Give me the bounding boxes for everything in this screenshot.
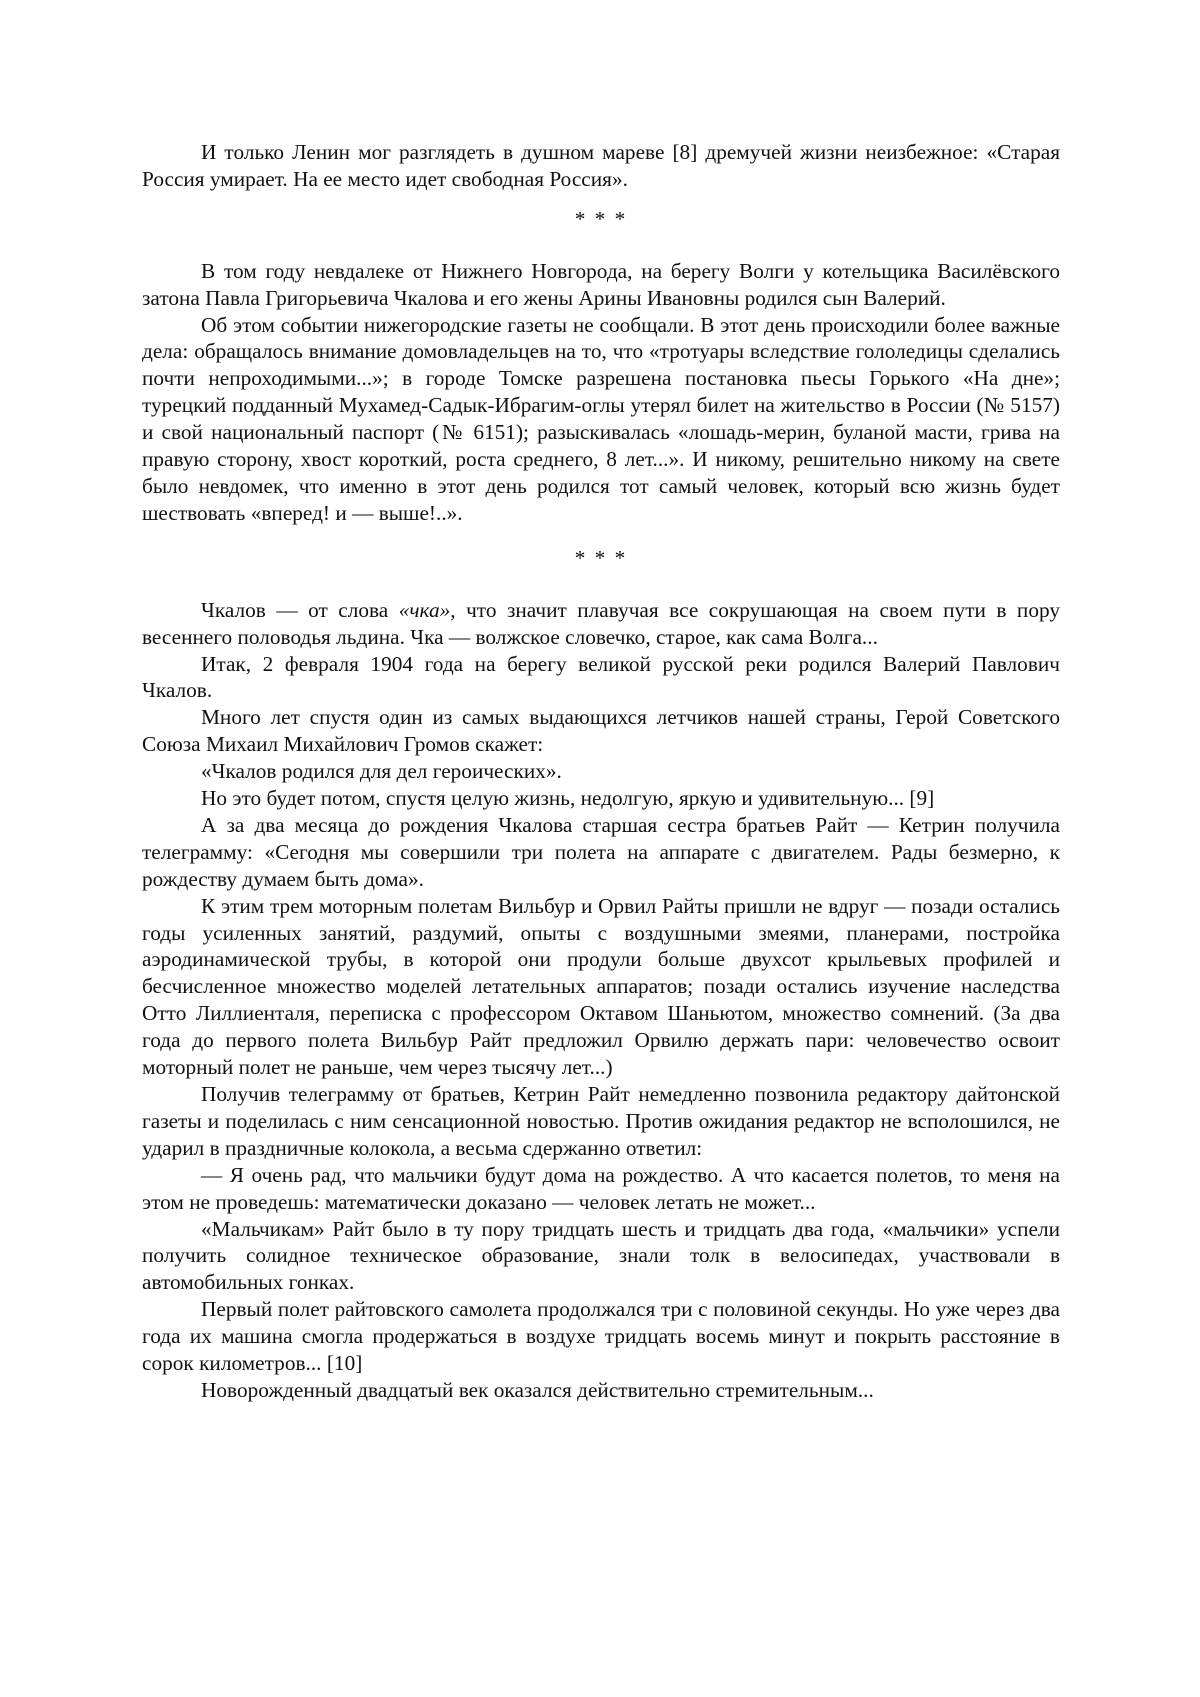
- emphasis-text: «чка»,: [398, 597, 456, 622]
- paragraph-newspapers: Об этом событии нижегородские газеты не сообщали. В этот день происходили более важные дела: обращалось внимание домовладельцев на то, что «тротуары вследствие гололедицы сделались почти непроходимыми...»; в городе Томске разрешена постановка пьесы Горького «На дне»; турецкий подданный Мухамед-Садык-Ибрагим-оглы утерял билет на жительство в России (№ 5157) и свой национальный паспорт (№ 6151); разыскивалась «лошадь-мерин, буланой масти, грива на правую сторону, хвост короткий, роста среднего, 8 лет...». И никому, решительно никому на свете было невдомек, что именно в этот день родился тот самый человек, который всю жизнь будет шествовать «вперед! и — выше!..».: [142, 312, 1060, 525]
- paragraph-later: Но это будет потом, спустя целую жизнь, недолгую, яркую и удивительную... [9]: [201, 786, 935, 811]
- paragraph-wright-flights: К этим трем моторным полетам Вильбур и Орвил Райты пришли не вдруг — позади остались годы усиленных занятий, раздумий, опыты с воздушными змеями, планерами, постройка аэродинамической трубы, в которой они продули больше двухсот крыльевых профилей и бесчисленное множество моделей летательных аппаратов; позади остались изучение наследства Отто Лиллиенталя, переписка с профессором Октавом Шаньютом, множество сомнений. (За два года до первого полета Вильбур Райт предложил Орвилю держать пари: человечество освоит моторный полет не раньше, чем через тысячу лет...): [142, 893, 1060, 1080]
- paragraph-boys: «Мальчикам» Райт было в ту пору тридцать шесть и тридцать два года, «мальчики» успели получить солидное техническое образование, знали толк в велосипедах, участвовали в автомобильных гонках.: [142, 1216, 1060, 1295]
- paragraph-quote: «Чкалов родился для дел героических».: [201, 759, 562, 784]
- text-run: Чкалов — от слова: [201, 597, 399, 622]
- section-separator: * * *: [574, 545, 628, 570]
- paragraph-editor: Получив телеграмму от братьев, Кетрин Райт немедленно позвонила редактору дайтонской газеты и поделилась с ним сенсационной новостью. Против ожидания редактор не всполошился, не ударил в праздничные колокола, а весьма сдержанно ответил:: [142, 1082, 1060, 1160]
- paragraph-editor-reply: — Я очень рад, что мальчики будут дома на рождество. А что касается полетов, то меня на этом не проведешь: математически доказано — человек летать не может...: [142, 1162, 1060, 1214]
- paragraph-telegram: А за два месяца до рождения Чкалова старшая сестра братьев Райт — Кетрин получила телеграмму: «Сегодня мы совершили три полета на аппарате с двигателем. Рады безмерно, к рождеству думаем быть дома».: [142, 812, 1060, 891]
- paragraph-century: Новорожденный двадцатый век оказался действительно стремительным...: [201, 1377, 874, 1402]
- paragraph-first-flight: Первый полет райтовского самолета продолжался три с половиной секунды. Но уже через два года их машина смогла продержаться в воздухе тридцать восемь минут и покрыть расстояние в сорок километров... [10]: [142, 1297, 1060, 1376]
- paragraph-birth: В том году невдалеке от Нижнего Новгорода, на берегу Волги у котельщика Василёвского затона Павла Григорьевича Чкалова и его жены Арины Ивановны родился сын Валерий.: [142, 258, 1060, 310]
- paragraph-lenin: И только Ленин мог разглядеть в душном мареве [8] дремучей жизни неизбежное: «Старая Россия умирает. На ее место идет свободная Россия».: [142, 140, 1060, 191]
- section-separator: * * *: [574, 206, 628, 231]
- paragraph-chka: [142, 597, 1060, 651]
- text-run: что значит плавучая все сокрушающая на своем пути в пору весеннего половодья льдина. Чка — волжское словечко, старое, как сама Волга...: [142, 597, 1060, 649]
- paragraph-gromov: Много лет спустя один из самых выдающихся летчиков нашей страны, Герой Советского Союза Михаил Михайлович Громов скажет:: [142, 705, 1060, 757]
- paragraph-birth-date: Итак, 2 февраля 1904 года на берегу великой русской реки родился Валерий Павлович Чкалов.: [142, 651, 1060, 703]
- document-page: [142, 139, 1060, 1404]
